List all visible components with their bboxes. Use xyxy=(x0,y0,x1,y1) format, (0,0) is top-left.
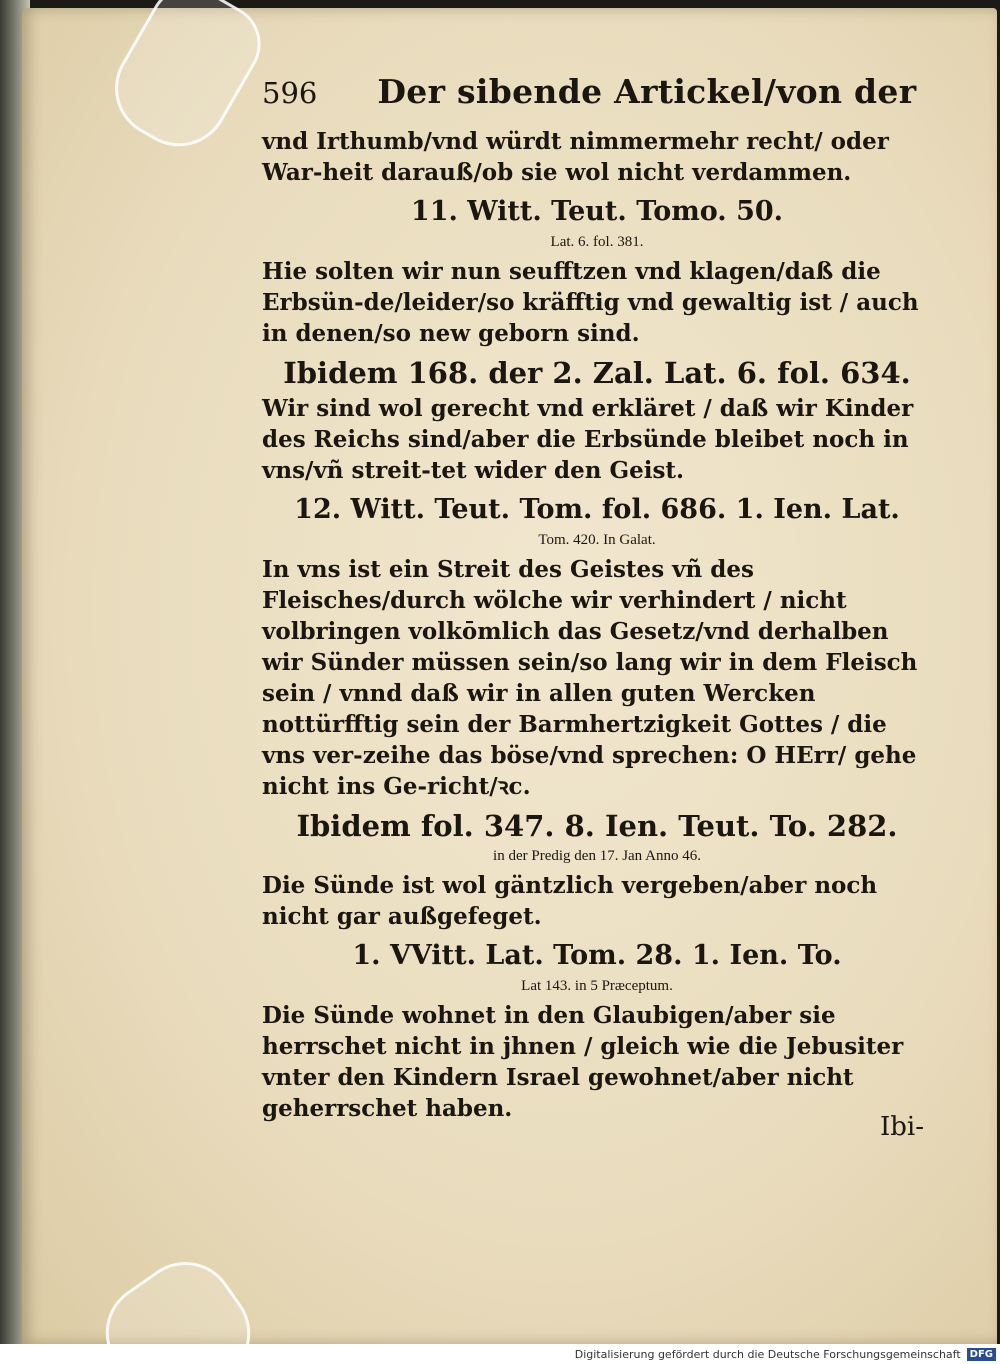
citation: 12. Witt. Teut. Tom. fol. 686. 1. Ien. Lat. xyxy=(294,494,900,525)
funding-note: Digitalisierung gefördert durch die Deutsche Forschungsgemeinschaft xyxy=(574,1347,961,1361)
citation-sub: in der Predig den 17. Jan Anno 46. xyxy=(493,848,701,864)
citation-sub: Lat 143. in 5 Præceptum. xyxy=(521,978,673,994)
paragraph: Hie solten wir nun seufftzen vnd klagen/daß die Erbsün-de/leider/so kräfftig vnd gewaltig ist / auch in denen/so new geborn sind. xyxy=(262,258,919,347)
dfg-logo: DFG xyxy=(967,1348,996,1361)
citation-sub: Tom. 420. In Galat. xyxy=(538,532,656,548)
running-head xyxy=(262,72,932,126)
citation: Ibidem fol. 347. 8. Ien. Teut. To. 282. xyxy=(296,809,898,843)
paragraph: Die Sünde wohnet in den Glaubigen/aber sie herrschet nicht in jhnen / gleich wie die Jebusiter vnter den Kindern Israel gewohnet/aber nicht geherrschet haben. xyxy=(262,1002,904,1122)
citation: 11. Witt. Teut. Tomo. 50. xyxy=(410,196,784,227)
paragraph: Wir sind wol gerecht vnd erkläret / daß wir Kinder des Reichs sind/aber die Erbsünde bleibet noch in vns/vñ streit-tet wider den Geist. xyxy=(262,395,914,484)
page-text xyxy=(262,72,932,1124)
page-number: 596 xyxy=(262,76,318,110)
paragraph: Die Sünde ist wol gäntzlich vergeben/aber noch nicht gar außgefeget. xyxy=(262,872,878,930)
citation: Ibidem 168. der 2. Zal. Lat. 6. fol. 634. xyxy=(283,356,911,390)
paragraph: In vns ist ein Streit des Geistes vñ des Fleisches/durch wölche wir verhindert / nicht volbringen volkōmlich das Gesetz/vnd derhalben wir Sünder müssen sein/so lang wir in dem Fleisch sein / vnnd daß wir in allen guten Wercken nottürfftig sein der Barmhertzigkeit Gottes / die vns ver-zeihe das böse/vnd sprechen: O HErr/ gehe nicht ins Ge-richt/ꝛc. xyxy=(262,556,918,800)
running-title: Der sibende Artickel/von der xyxy=(377,72,917,111)
citation: 1. VVitt. Lat. Tom. 28. 1. Ien. To. xyxy=(352,940,842,971)
catchword: Ibi- xyxy=(880,1112,925,1142)
paragraph: vnd Irthumb/vnd würdt nimmermehr recht/ oder War-heit darauß/ob sie wol nicht verdammen. xyxy=(262,128,889,186)
citation-sub: Lat. 6. fol. 381. xyxy=(550,234,644,250)
footer xyxy=(0,1344,1000,1364)
